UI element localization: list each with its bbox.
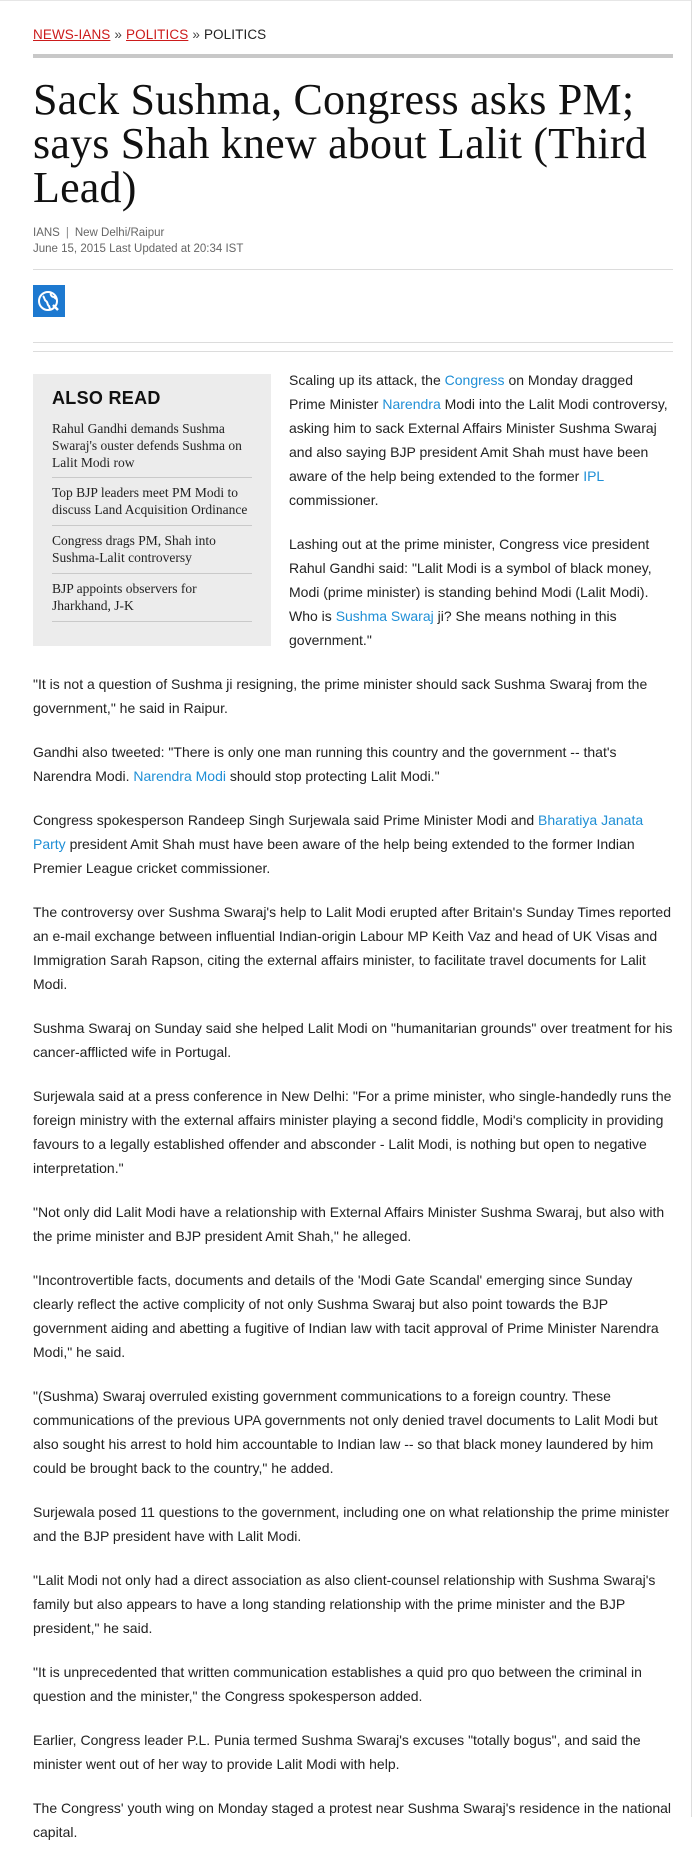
link-ipl[interactable]: IPL bbox=[583, 468, 604, 484]
share-row bbox=[33, 270, 673, 342]
link-narendra[interactable]: Narendra bbox=[382, 396, 441, 412]
also-read-item[interactable]: BJP appoints observers for Jharkhand, J-K bbox=[52, 574, 252, 622]
breadcrumb-politics[interactable]: POLITICS bbox=[126, 27, 189, 42]
article-paragraph: "It is not a question of Sushma ji resigning, the prime minister should sack Sushma Swaraj from the government," he said in Raipur. bbox=[33, 676, 648, 716]
share-divider bbox=[33, 342, 673, 352]
also-read-item[interactable]: Rahul Gandhi demands Sushma Swaraj's ouster defends Sushma on Lalit Modi row bbox=[52, 420, 252, 478]
article-paragraph: Surjewala posed 11 questions to the government, including one on what relationship the prime minister and the BJP president have with Lalit Modi. bbox=[33, 1504, 670, 1544]
article-paragraph: The Congress' youth wing on Monday staged a protest near Sushma Swaraj's residence in the national capital. bbox=[33, 1800, 672, 1840]
breadcrumb bbox=[33, 27, 673, 42]
also-read-title: ALSO READ bbox=[52, 388, 161, 408]
article-paragraph bbox=[33, 740, 673, 788]
article-page bbox=[33, 0, 673, 1864]
also-read-item[interactable]: Congress drags PM, Shah into Sushma-Lalit controversy bbox=[52, 526, 252, 574]
also-read-box bbox=[33, 374, 271, 646]
location: New Delhi/Raipur bbox=[74, 227, 165, 239]
article-paragraph: "Incontrovertible facts, documents and details of the 'Modi Gate Scandal' emerging since Sunday clearly reflect the active complicity of not only Sushma Swaraj but also point towards the BJP government aiding and abetting a fugitive of Indian law with tacit approval of Prime Minister Narendra Modi," he said. bbox=[33, 1272, 659, 1360]
link-narendra-modi[interactable]: Narendra Modi bbox=[133, 768, 226, 784]
article-paragraph bbox=[33, 808, 673, 880]
article-paragraph: "It is unprecedented that written communication establishes a quid pro quo between the criminal in question and the minister," the Congress spokesperson added. bbox=[33, 1664, 642, 1704]
also-read-item[interactable]: Top BJP leaders meet PM Modi to discuss Land Acquisition Ordinance bbox=[52, 478, 252, 526]
paragraph-text: Gandhi also tweeted: "There is only one man running this country and the government -- that's Narendra Modi. bbox=[33, 744, 617, 784]
globe-share-icon[interactable] bbox=[33, 285, 65, 317]
source: IANS bbox=[33, 227, 60, 239]
header-divider bbox=[33, 54, 673, 58]
breadcrumb-current: POLITICS bbox=[203, 27, 267, 42]
article-paragraph: "Not only did Lalit Modi have a relationship with External Affairs Minister Sushma Swaraj, but also with the prime minister and BJP president Amit Shah," he alleged. bbox=[33, 1204, 665, 1244]
breadcrumb-separator: » bbox=[114, 27, 123, 42]
link-bharatiya-janata-party[interactable]: Bharatiya Janata Party bbox=[33, 812, 644, 852]
article-paragraph: "Lalit Modi not only had a direct association as also client-counsel relationship with Sushma Swaraj's family but also appears to have a long standing relationship with the prime minister and the BJP president," he said. bbox=[33, 1572, 656, 1636]
article-paragraph: Surjewala said at a press conference in New Delhi: "For a prime minister, who single-handedly runs the foreign ministry with the external affairs minister playing a second fiddle, Modi's complicity in providing favours to a legally established offender and absconder - Lalit Modi, is nothing but open to negative interpretation." bbox=[33, 1088, 672, 1176]
paragraph-text: president Amit Shah must have been aware of the help being extended to the former Indian Premier League cricket commissioner. bbox=[33, 836, 635, 876]
article-meta bbox=[33, 225, 673, 257]
breadcrumb-separator: » bbox=[192, 27, 200, 42]
article-paragraph: "(Sushma) Swaraj overruled existing government communications to a foreign country. These communications of the previous UPA governments not only denied travel documents to Lalit Modi but also sought his arrest to hold him accountable to Indian law -- so that black money laundered by him could be brought back to the country," he added. bbox=[33, 1388, 658, 1476]
article-body bbox=[33, 368, 673, 1844]
publish-date: June 15, 2015 Last Updated at 20:34 IST bbox=[33, 243, 244, 255]
paragraph-text: on Monday dragged Prime Minister bbox=[289, 372, 633, 412]
headline: Sack Sushma, Congress asks PM; says Shah knew about Lalit (Third Lead) bbox=[33, 75, 647, 212]
paragraph-text: should stop protecting Lalit Modi." bbox=[226, 768, 440, 784]
link-congress[interactable]: Congress bbox=[444, 372, 505, 388]
article-paragraph: Earlier, Congress leader P.L. Punia termed Sushma Swaraj's excuses "totally bogus", and said the minister went out of her way to provide Lalit Modi with help. bbox=[33, 1732, 641, 1772]
paragraph-text: commissioner. bbox=[289, 492, 379, 508]
paragraph-text: Modi into the Lalit Modi controversy, asking him to sack External Affairs Minister Sushma Swaraj and also saying BJP president Amit Shah must have been aware of the help being extended to the former bbox=[289, 396, 668, 484]
also-read-list bbox=[52, 420, 252, 622]
article-paragraph: The controversy over Sushma Swaraj's help to Lalit Modi erupted after Britain's Sunday Times reported an e-mail exchange between influential Indian-origin Labour MP Keith Vaz and head of UK Visas and Immigration Sarah Rapson, citing the external affairs minister, to facilitate travel documents for Lalit Modi. bbox=[33, 904, 671, 992]
breadcrumb-news-ians[interactable]: NEWS-IANS bbox=[33, 27, 111, 42]
paragraph-text: Lashing out at the prime minister, Congress vice president Rahul Gandhi said: "Lalit Modi is a symbol of black money, Modi (prime minister) is standing behind Modi (Lalit Modi). Who is bbox=[289, 536, 652, 624]
link-sushma-swaraj[interactable]: Sushma Swaraj bbox=[335, 608, 434, 624]
paragraph-text: Scaling up its attack, the bbox=[289, 372, 445, 388]
paragraph-text: Congress spokesperson Randeep Singh Surjewala said Prime Minister Modi and bbox=[33, 812, 539, 828]
paragraph-text: ji? She means nothing in this government." bbox=[289, 608, 617, 648]
article-paragraph: Sushma Swaraj on Sunday said she helped Lalit Modi on "humanitarian grounds" over treatment for his cancer-afflicted wife in Portugal. bbox=[33, 1020, 673, 1060]
meta-divider: | bbox=[65, 227, 69, 239]
